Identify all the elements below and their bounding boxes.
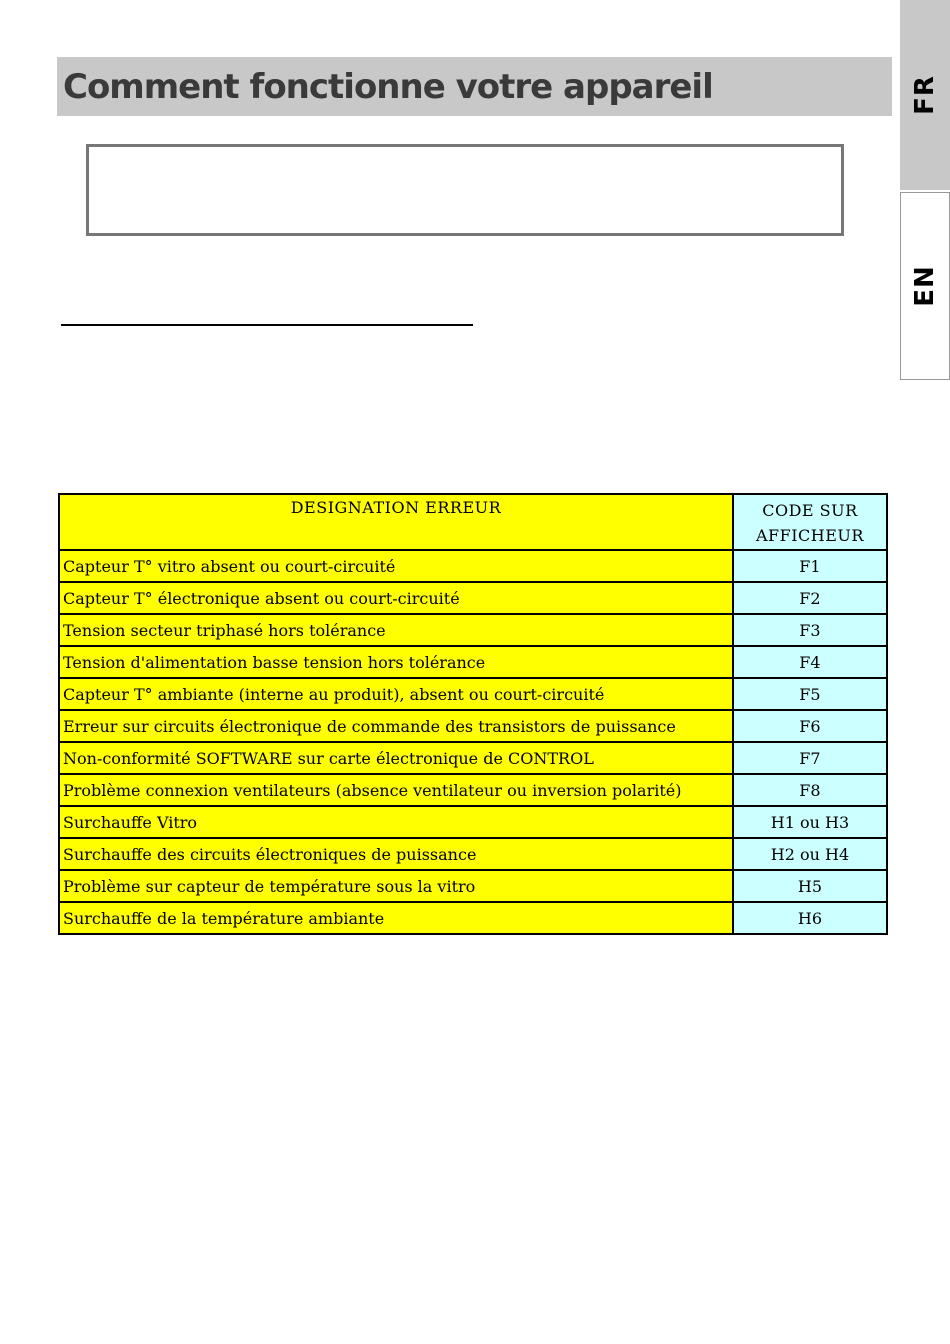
error-designation: Surchauffe de la température ambiante <box>59 902 733 934</box>
error-designation: Problème sur capteur de température sous la vitro <box>59 870 733 902</box>
error-designation: Problème connexion ventilateurs (absence ventilateur ou inversion polarité) <box>59 774 733 806</box>
page-title: Comment fonctionne votre appareil <box>63 66 713 107</box>
table-row <box>59 678 887 710</box>
header-code <box>733 494 887 550</box>
table-row <box>59 582 887 614</box>
table-row <box>59 550 887 582</box>
error-code: F8 <box>733 774 887 806</box>
error-code-table <box>58 493 888 935</box>
error-code: H1 ou H3 <box>733 806 887 838</box>
error-code: H6 <box>733 902 887 934</box>
table-row <box>59 838 887 870</box>
table-row <box>59 870 887 902</box>
error-designation: Non-conformité SOFTWARE sur carte électronique de CONTROL <box>59 742 733 774</box>
error-designation: Tension secteur triphasé hors tolérance <box>59 614 733 646</box>
error-designation: Surchauffe Vitro <box>59 806 733 838</box>
error-code: H2 ou H4 <box>733 838 887 870</box>
error-designation: Capteur T° vitro absent ou court-circuité <box>59 550 733 582</box>
error-designation: Surchauffe des circuits électroniques de puissance <box>59 838 733 870</box>
table-row <box>59 774 887 806</box>
error-code: F4 <box>733 646 887 678</box>
section-divider <box>61 324 473 326</box>
header-designation: DESIGNATION ERREUR <box>59 494 733 550</box>
error-code: F1 <box>733 550 887 582</box>
info-box <box>86 144 844 236</box>
error-code: F7 <box>733 742 887 774</box>
error-designation: Tension d'alimentation basse tension hors tolérance <box>59 646 733 678</box>
language-tab-fr[interactable] <box>900 0 950 190</box>
header-code-line1: CODE SUR <box>762 501 858 520</box>
language-tab-en[interactable] <box>900 192 950 380</box>
header-code-line2: AFFICHEUR <box>755 526 864 545</box>
error-code: F3 <box>733 614 887 646</box>
table-row <box>59 710 887 742</box>
table-row <box>59 806 887 838</box>
table-row <box>59 646 887 678</box>
error-code: F2 <box>733 582 887 614</box>
table-header-row <box>59 494 887 550</box>
language-tab-en-label: EN <box>910 265 940 307</box>
page-title-bar <box>57 57 892 116</box>
error-designation: Capteur T° électronique absent ou court-circuité <box>59 582 733 614</box>
error-code: F6 <box>733 710 887 742</box>
table-row <box>59 742 887 774</box>
error-code: H5 <box>733 870 887 902</box>
error-designation: Erreur sur circuits électronique de commande des transistors de puissance <box>59 710 733 742</box>
table-row <box>59 902 887 934</box>
error-code: F5 <box>733 678 887 710</box>
language-tab-fr-label: FR <box>910 75 940 115</box>
table-row <box>59 614 887 646</box>
error-designation: Capteur T° ambiante (interne au produit), absent ou court-circuité <box>59 678 733 710</box>
